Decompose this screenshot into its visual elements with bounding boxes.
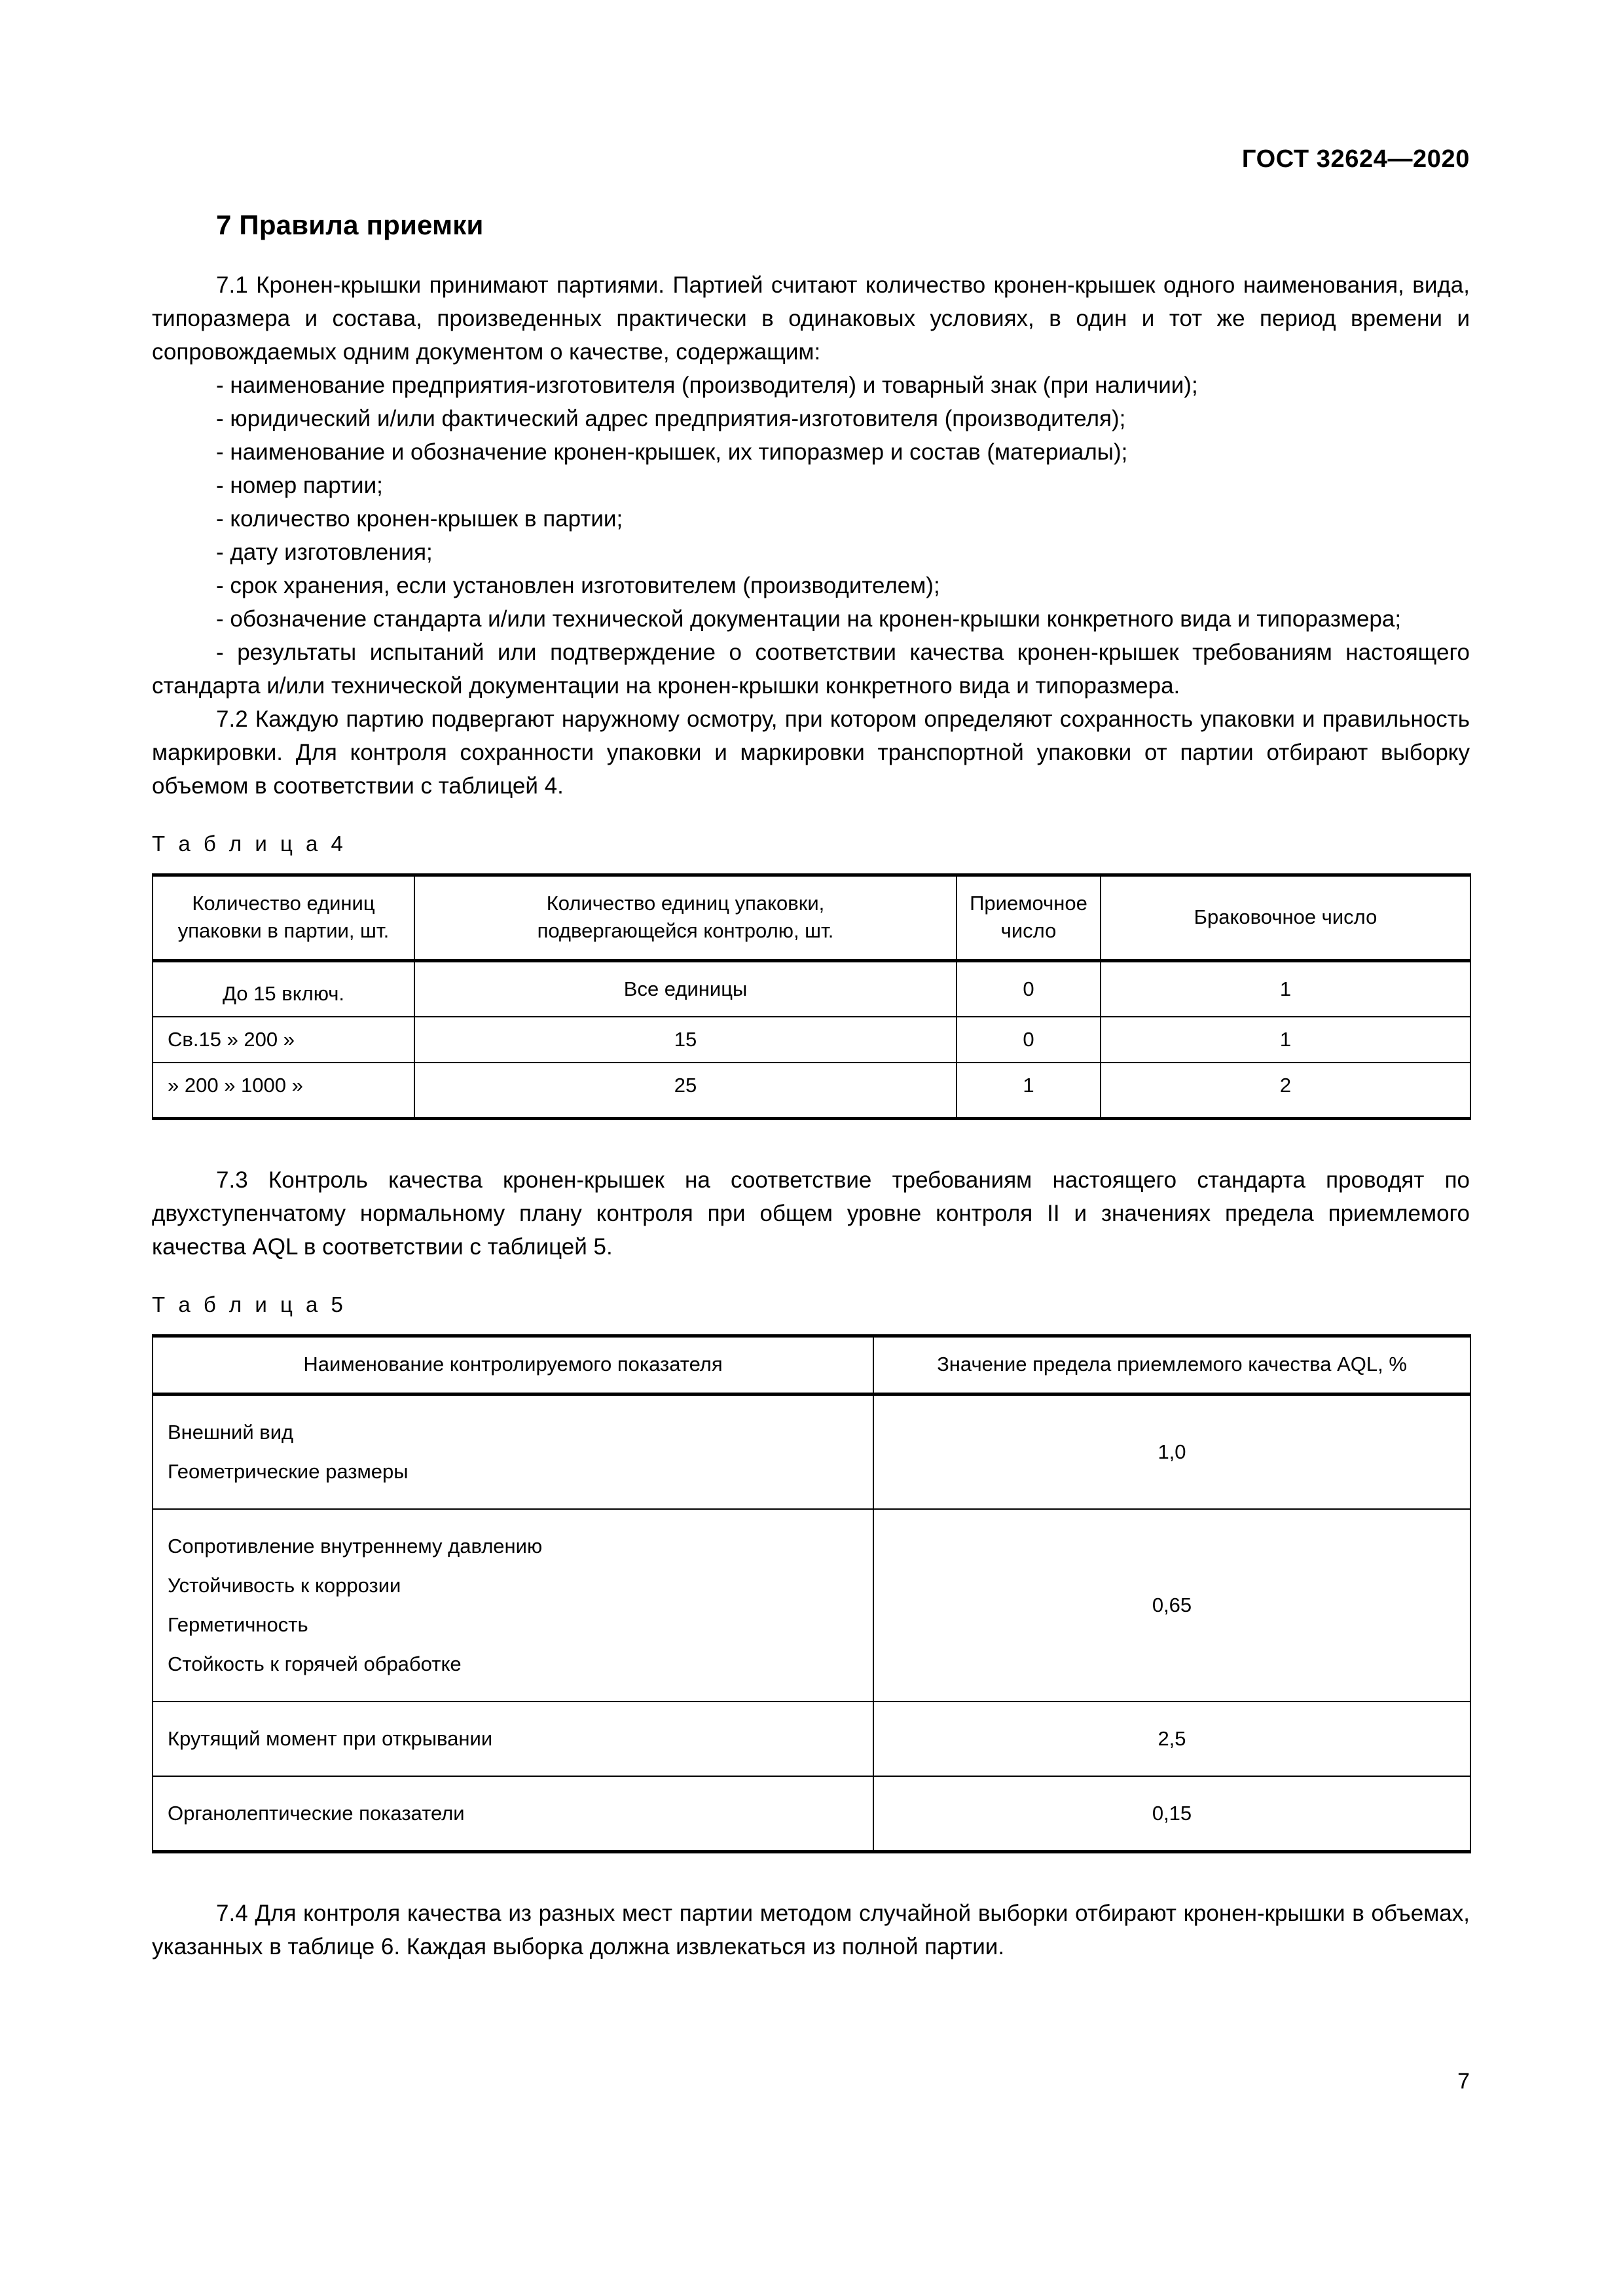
page-number: 7 [1457,2069,1470,2094]
indicator-name: Стойкость к горячей обработке [168,1652,462,1675]
table-cell-indicator [153,1394,873,1510]
table-cell: 0 [957,1017,1101,1063]
list-item: - срок хранения, если установлен изготовителем (производителем); [216,573,940,598]
indicator-name: Внешний вид [168,1421,294,1444]
table-5 [152,1334,1471,1853]
table-cell-indicator [153,1702,873,1776]
document-requirements-list [152,369,1470,702]
section-heading: 7 Правила приемки [216,210,484,240]
paragraph-7-3: 7.3 Контроль качества кронен-крышек на соответствие требованиям настоящего стандарта проводят по двухступенчатому нормальному плану контроля при общем уровне контроля II и значениях предела приемлемого качества AQL в соответствии с таблицей 5. [152,1167,1470,1260]
table-header-row [153,875,1470,961]
table-row [153,1776,1470,1852]
indicator-name: Устойчивость к коррозии [168,1574,401,1597]
header-line: упаковки в партии, шт. [177,919,390,942]
table-cell: Все единицы [414,961,957,1017]
table-cell: 15 [414,1017,957,1063]
indicator-name: Сопротивление внутреннему давлению [168,1535,543,1558]
table-5-caption: Т а б л и ц а 5 [152,1292,347,1317]
table-row [153,1702,1470,1776]
table-cell: 0 [957,961,1101,1017]
table-cell-aql-value: 0,15 [873,1776,1470,1852]
list-item: - дату изготовления; [216,539,433,565]
table-cell: 2 [1101,1063,1470,1119]
list-item: - юридический и/или фактический адрес предприятия-изготовителя (производителя); [216,406,1126,431]
list-item: - результаты испытаний или подтверждение о соответствии качества кронен-крышек требованиям настоящего стандарта и/или технической документации на кронен-крышки конкретного вида и типоразмера. [152,640,1470,699]
list-item: - количество кронен-крышек в партии; [216,506,623,532]
paragraph-7-4: 7.4 Для контроля качества из разных мест партии методом случайной выборки отбирают кронен-крышки в объемах, указанных в таблице 6. Каждая выборка должна извлекаться из полной партии. [152,1901,1470,1959]
table-4-col-header-1 [153,875,414,961]
table-row [153,1509,1470,1702]
table-cell: 25 [414,1063,957,1119]
list-item: - номер партии; [216,473,383,498]
list-item: - обозначение стандарта и/или технической документации на кронен-крышки конкретного вида и типоразмера; [216,606,1402,632]
table-cell: 1 [1101,1017,1470,1063]
table-cell: 1 [1101,961,1470,1017]
table-4 [152,873,1471,1120]
table-4-col-header-2 [414,875,957,961]
standard-designation-header: ГОСТ 32624—2020 [1241,145,1470,173]
page-content [152,210,1470,1963]
paragraph-7-1: 7.1 Кронен-крышки принимают партиями. Партией считают количество кронен-крышек одного наименования, вида, типоразмера и состава, произведенных практически в одинаковых условиях, в один и тот же период времени и сопровождаемых одним документом о качестве, содержащим: [152,272,1470,365]
table-4-col-header-3: Приемочное число [957,875,1101,961]
header-line: подвергающейся контролю, шт. [537,919,834,942]
table-5-col-header-1: Наименование контролируемого показателя [153,1336,873,1394]
list-item: - наименование и обозначение кронен-крышек, их типоразмер и состав (материалы); [216,439,1128,465]
indicator-name: Крутящий момент при открывании [168,1727,493,1750]
table-cell: 1 [957,1063,1101,1119]
header-line: Количество единиц [192,892,375,915]
table-cell: » 200 » 1000 » [153,1063,414,1119]
table-cell-aql-value: 2,5 [873,1702,1470,1776]
table-row [153,1017,1470,1063]
table-4-col-header-4: Браковочное число [1101,875,1470,961]
header-line: Количество единиц упаковки, [546,892,825,915]
table-cell-indicator [153,1776,873,1852]
list-item: - наименование предприятия-изготовителя (производителя) и товарный знак (при наличии); [216,373,1198,398]
table-4-caption: Т а б л и ц а 4 [152,831,347,856]
paragraph-7-2: 7.2 Каждую партию подвергают наружному осмотру, при котором определяют сохранность упаковки и правильность маркировки. Для контроля сохранности упаковки и маркировки транспортной упаковки от партии отбирают выборку объемом в соответствии с таблицей 4. [152,706,1470,799]
table-5-col-header-2: Значение предела приемлемого качества AQL, % [873,1336,1470,1394]
table-cell-indicator [153,1509,873,1702]
table-row [153,961,1470,1017]
indicator-name: Герметичность [168,1613,308,1636]
table-cell: До 15 включ. [153,961,414,1017]
table-row [153,1394,1470,1510]
table-cell-aql-value: 0,65 [873,1509,1470,1702]
table-cell-aql-value: 1,0 [873,1394,1470,1510]
table-cell: Св.15 » 200 » [153,1017,414,1063]
table-header-row [153,1336,1470,1394]
indicator-name: Органолептические показатели [168,1802,465,1825]
table-row [153,1063,1470,1119]
indicator-name: Геометрические размеры [168,1460,409,1483]
